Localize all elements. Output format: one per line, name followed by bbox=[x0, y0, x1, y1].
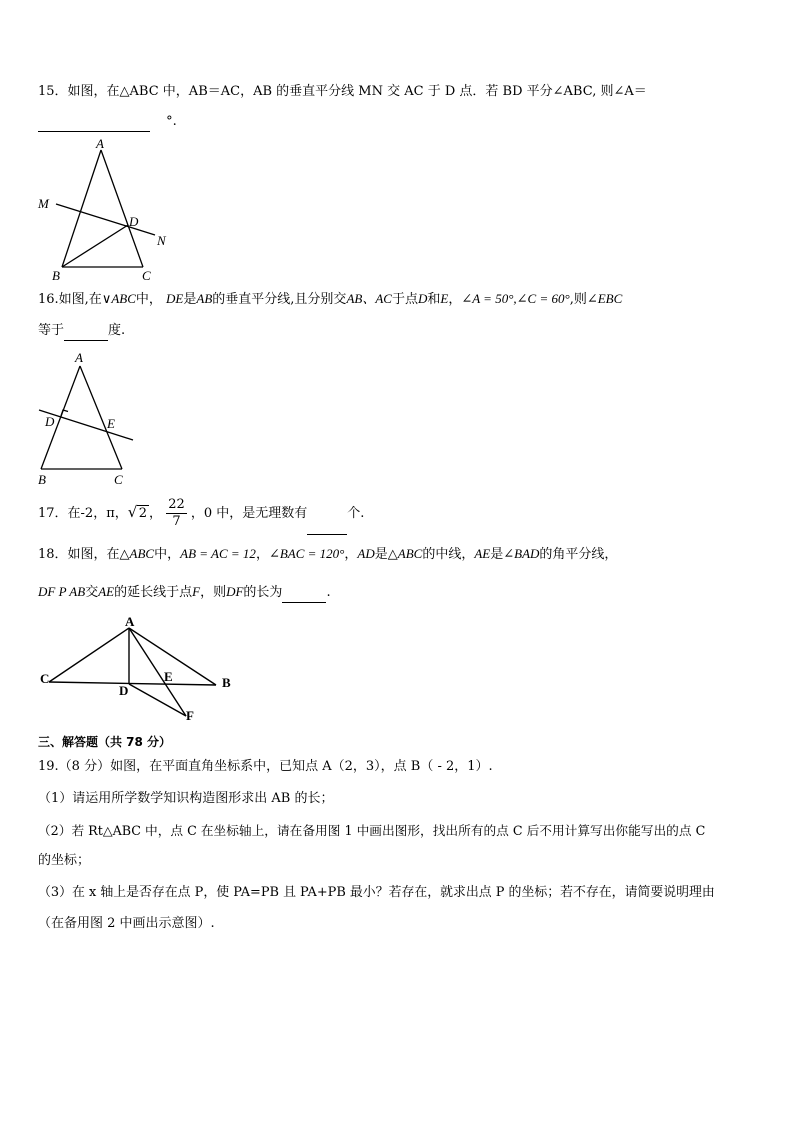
fig15-label-n: N bbox=[157, 233, 166, 248]
q15-blank bbox=[38, 113, 150, 132]
q18-line1: 18．如图，在△ABC中，AB = AC = 12，∠BAC = 120°，AD是△ABC的中线，AE是∠BAD的角平分线， bbox=[38, 546, 618, 562]
fig18-label-e: E bbox=[164, 669, 173, 684]
q19-line3: （2）若 Rt△ABC 中，点 C 在坐标轴上，请在备用图 1 中画出图形，找出所有的点 C 后不用计算写出你能写出的点 C bbox=[38, 823, 706, 838]
sqrt-sign-icon: √ bbox=[127, 503, 138, 521]
q15-answer-line bbox=[38, 113, 177, 132]
fig15-label-c: C bbox=[142, 268, 151, 283]
q19-line2: （1）请运用所学数学知识构造图形求出 AB 的长； bbox=[38, 791, 334, 806]
fig15-label-a: A bbox=[96, 136, 104, 151]
section-3-heading: 三、解答题（共 78 分） bbox=[38, 735, 172, 749]
q16-line2: 等于 度. bbox=[38, 322, 125, 341]
fig16-label-a: A bbox=[75, 350, 83, 365]
fig15-label-d: D bbox=[129, 214, 139, 229]
q17-blank bbox=[307, 494, 347, 535]
q17-line: 17．在-2，π， √ 2 ， $\frac{22}{7}$ ，0 中，是无理数有 个. bbox=[38, 494, 364, 535]
fig15-side-ac bbox=[101, 150, 143, 267]
fig18-segment-df bbox=[129, 684, 186, 716]
q16-blank bbox=[64, 322, 108, 341]
q16-angles: ∠A = 50°,∠C = 60° bbox=[461, 291, 570, 306]
q19-line4: 的坐标； bbox=[38, 853, 91, 868]
q16-line1: 16.如图,在∨ABC中， DE是AB的垂直平分线,且分别交AB、AC于点D和E，∠A = 50°,∠C = 60°,则∠EBC bbox=[38, 291, 623, 307]
fig18-segment-af bbox=[129, 628, 186, 716]
fig18-label-f: F bbox=[186, 708, 194, 723]
q19-line6: （在备用图 2 中画出示意图）. bbox=[38, 916, 215, 931]
figure-18 bbox=[36, 616, 236, 724]
q17-sqrt: √ 2 bbox=[128, 494, 149, 534]
fig18-label-a: A bbox=[125, 616, 135, 629]
fig16-label-d: D bbox=[45, 414, 55, 429]
q18-blank bbox=[282, 584, 326, 603]
fig15-segment-bd bbox=[62, 225, 128, 267]
q17-fraction: $\frac{22}{7}$ bbox=[168, 497, 185, 529]
q15-degree: °. bbox=[166, 114, 177, 129]
fig15-side-ab bbox=[62, 150, 101, 267]
fig16-label-e: E bbox=[107, 416, 115, 431]
q16-triangle: ∨ABC bbox=[101, 291, 136, 306]
q15-text: 15．如图，在△ABC 中，AB＝AC，AB 的垂直平分线 MN 交 AC 于 D 点．若 BD 平分∠ABC, 则∠A＝ bbox=[38, 84, 647, 99]
fig15-label-m: M bbox=[38, 196, 49, 211]
fig15-label-b: B bbox=[52, 268, 60, 283]
fig18-label-c: C bbox=[40, 671, 50, 686]
figure-15 bbox=[30, 136, 180, 286]
fig18-side-cb bbox=[49, 682, 216, 685]
fig16-side-ac bbox=[80, 366, 122, 469]
q19-line1: 19.（8 分）如图，在平面直角坐标系中，已知点 A（2，3），点 B（ - 2，1）. bbox=[38, 759, 493, 774]
fig16-label-c: C bbox=[114, 472, 123, 487]
fig15-line-mn bbox=[56, 204, 155, 235]
q19-line5: （3）在 x 轴上是否存在点 P，使 PA=PB 且 PA+PB 最小？若存在，就求出点 P 的坐标；若不存在，请简要说明理由 bbox=[38, 885, 715, 900]
fig18-label-d: D bbox=[119, 683, 129, 698]
fig18-label-b: B bbox=[222, 675, 231, 690]
fig18-side-ac bbox=[49, 628, 129, 682]
q18-line2: DF P AB交AE的延长线于点F，则DF的长为 . bbox=[38, 583, 331, 603]
figure-16 bbox=[30, 348, 145, 490]
fig16-label-b: B bbox=[38, 472, 46, 487]
